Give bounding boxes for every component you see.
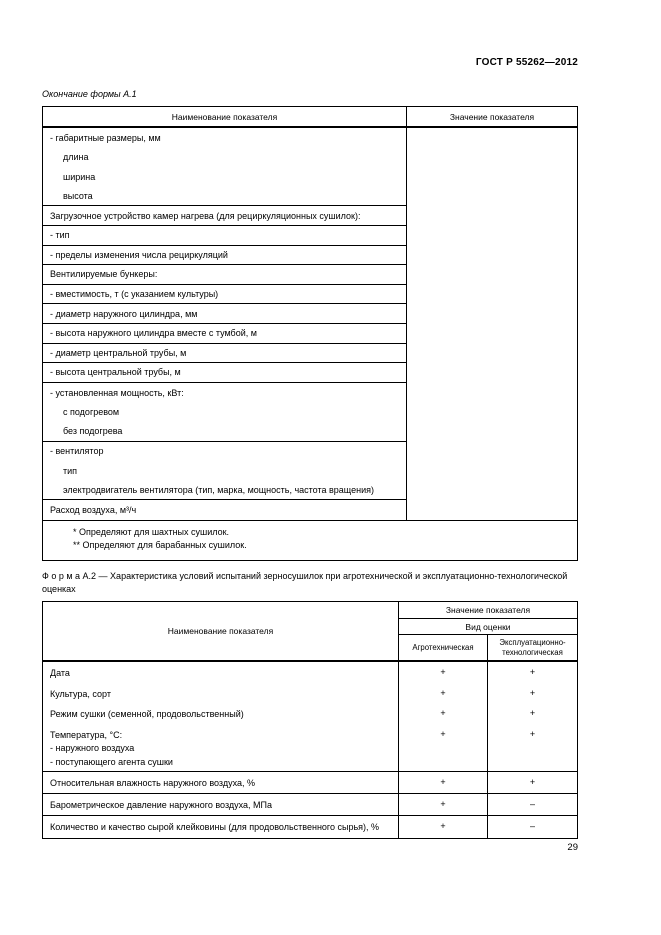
table1-body	[43, 128, 577, 520]
expl-value: +	[529, 687, 536, 698]
table2-header-agrotechnical: Агротехническая	[399, 635, 488, 660]
table-row	[43, 724, 577, 773]
row-label: Относительная влажность наружного воздуха, %	[43, 772, 399, 793]
table2-header-name: Наименование показателя	[43, 602, 399, 660]
page-number: 29	[567, 842, 578, 853]
table-row: Вентилируемые бункеры:	[43, 265, 406, 285]
table-row: тип	[63, 465, 78, 476]
expl-value: +	[529, 708, 536, 718]
row-label: Барометрическое давление наружного воздуха, МПа	[43, 794, 399, 815]
row-label	[43, 724, 399, 772]
table-row: - диаметр центральной трубы, м	[43, 344, 406, 364]
row-label: Культура, сорт	[43, 683, 399, 704]
row-label: Количество и качество сырой клейковины (для продовольственного сырья), %	[43, 816, 399, 838]
footnote-drum-dryers: ** Определяют для барабанных сушилок.	[73, 540, 247, 551]
table1-indicator-column	[43, 128, 407, 520]
expl-value: –	[529, 799, 535, 809]
form-a2-table	[42, 601, 578, 839]
agro-value: +	[399, 794, 488, 815]
table-row: - вентилятор	[50, 446, 104, 457]
expl-value: +	[529, 777, 536, 787]
table-row: Расход воздуха, м³/ч	[50, 505, 137, 516]
row-label-main: Температура, °С:	[50, 729, 123, 740]
row-label: Режим сушки (семенной, продовольственный)	[43, 703, 399, 724]
agro-value: +	[399, 683, 488, 704]
agro-value: +	[399, 724, 488, 772]
form-a1-end-caption: Окончание формы А.1	[42, 89, 137, 99]
table-row	[43, 794, 577, 816]
table-row	[43, 703, 577, 724]
table1-header-row	[43, 107, 577, 128]
table-row: - габаритные размеры, мм	[50, 132, 161, 143]
row-label-sub: - поступающего агента сушки	[50, 756, 173, 767]
table-row: длина	[63, 152, 89, 163]
expl-value: +	[529, 667, 536, 677]
row-label-sub: - наружного воздуха	[50, 743, 135, 753]
agro-value: +	[399, 662, 488, 683]
table2-header-columns	[399, 635, 577, 660]
expl-value: +	[529, 728, 536, 739]
table-row: - тип	[43, 226, 406, 246]
table1-footnotes	[43, 520, 577, 560]
table-row: ширина	[63, 171, 96, 182]
table-row: Загрузочное устройство камер нагрева (для рециркуляционных сушилок):	[43, 206, 406, 226]
agro-value: +	[399, 772, 488, 793]
row-label: Дата	[43, 662, 399, 683]
table-row: - установленная мощность, кВт:	[50, 387, 184, 398]
table-row: с подогревом	[63, 407, 120, 418]
table2-header-value: Значение показателя	[399, 602, 577, 619]
table-row	[43, 683, 577, 704]
expl-value: –	[529, 821, 535, 831]
table-row	[43, 772, 577, 794]
table-row: электродвигатель вентилятора (тип, марка, мощность, частота вращения)	[43, 481, 406, 501]
form-a2-caption: Ф о р м а А.2 — Характеристика условий испытаний зерносушилок при агротехнической и эксплуатационно-технологической оценках	[42, 571, 568, 594]
table2-header	[43, 602, 577, 662]
agro-value: +	[399, 703, 488, 724]
table-row: - высота центральной трубы, м	[43, 363, 406, 383]
table2-header-value-group	[399, 602, 577, 660]
form-a1-table	[42, 106, 578, 561]
agro-value: +	[399, 816, 488, 838]
table-row: - диаметр наружного цилиндра, мм	[43, 304, 406, 324]
table-row: - вместимость, т (с указанием культуры)	[43, 285, 406, 305]
table-row: высота	[43, 187, 406, 207]
document-code-header: ГОСТ Р 55262—2012	[475, 57, 578, 68]
table-row: без подогрева	[43, 422, 406, 442]
table-row	[43, 662, 577, 683]
table-row: - пределы изменения числа рециркуляций	[43, 246, 406, 266]
table1-header-value: Значение показателя	[449, 112, 535, 122]
table-row	[43, 816, 577, 838]
table1-value-column-empty	[407, 128, 577, 520]
table-row: - высота наружного цилиндра вместе с тумбой, м	[43, 324, 406, 344]
table2-header-operational: Эксплуатационно-технологическая	[499, 638, 566, 657]
footnote-shaft-dryers: * Определяют для шахтных сушилок.	[73, 526, 230, 537]
table1-header-name: Наименование показателя	[43, 107, 407, 126]
table2-header-assessment-kind: Вид оценки	[399, 619, 577, 635]
